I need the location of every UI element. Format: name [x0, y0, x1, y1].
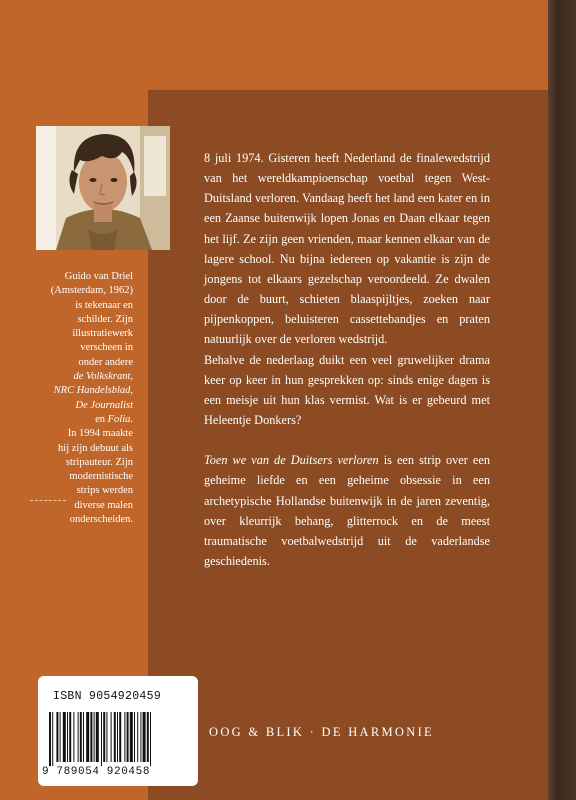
- barcode-bar: [49, 712, 51, 766]
- bio-line: hij zijn debuut als: [58, 442, 133, 454]
- barcode-bar: [90, 712, 92, 762]
- book-spine: [548, 0, 576, 800]
- bio-line: (Amsterdam, 1962): [50, 285, 133, 297]
- barcode-bar: [130, 712, 133, 762]
- bio-line: verscheen in: [80, 342, 133, 354]
- barcode-bar: [127, 712, 129, 762]
- blurb-paragraph-rest: is een strip over een geheime liefde en een geheime obsessie in een archetypische Hollandse buitenwijk in de jaren zeventig, over kleurrijk behang, glitterrock en de meest traumatische voetbalwedstrijd uit de vaderlandse geschiedenis.: [204, 453, 490, 568]
- book-title: Toen we van de Duitsers verloren: [204, 453, 379, 468]
- barcode-bar: [140, 712, 141, 762]
- barcode-bar: [106, 712, 107, 762]
- barcode-bar: [83, 712, 84, 762]
- barcode-label: [38, 676, 198, 786]
- barcode-bar: [80, 712, 82, 762]
- barcode-bar: [56, 712, 58, 762]
- blurb-paragraph: Behalve de nederlaag duikt een veel gruwelijker drama keer op keer in hun gesprekken op: sinds enige dagen is een meisje uit hun klas vermist. Wat is er gebeurd met Heleentje Donkers?: [204, 352, 490, 428]
- barcode-bar: [124, 712, 125, 762]
- barcode-bar: [96, 712, 99, 762]
- blurb-paragraph: [204, 450, 490, 571]
- bio-line: diverse malen: [74, 499, 133, 511]
- barcode-bar: [63, 712, 66, 762]
- author-portrait-icon: [36, 126, 170, 250]
- barcode-bar: [119, 712, 121, 762]
- publication-name: Folia: [107, 413, 131, 425]
- paragraph-gap: [204, 430, 490, 450]
- barcode-bar: [73, 712, 74, 762]
- barcode-bar: [67, 712, 68, 762]
- barcode-bar: [147, 712, 149, 762]
- bio-line: [22, 399, 133, 413]
- bio-line: onder andere: [78, 356, 133, 368]
- bio-line: en Folia.: [95, 413, 133, 425]
- bio-line: Guido van Driel: [64, 271, 133, 282]
- bio-line: de Volkskrant,: [73, 371, 133, 383]
- barcode-bar: [60, 712, 61, 762]
- barcode-bar: [52, 712, 53, 766]
- bio-line: is tekenaar en: [75, 299, 133, 311]
- publisher-imprint: OOG & BLIK · DE HARMONIE: [209, 725, 434, 739]
- bio-line: NRC Handelsblad,: [53, 385, 133, 397]
- barcode-bar: [94, 712, 95, 762]
- barcode-bar: [150, 712, 151, 766]
- bio-line: schilder. Zijn: [77, 313, 133, 325]
- bio-line: illustratiewerk: [72, 328, 133, 340]
- barcode-bar: [86, 712, 89, 762]
- bio-line: strips werden: [76, 485, 133, 497]
- ean13-barcode-icon: [47, 712, 195, 766]
- decorative-dash: [30, 500, 66, 502]
- barcode-bar: [78, 712, 79, 762]
- barcode-bar: [137, 712, 138, 762]
- bio-word: en: [95, 413, 105, 425]
- blurb-paragraph: 8 juli 1974. Gisteren heeft Nederland de finalewedstrijd van het wereldkampioenschap voetbal tegen West-Duitsland verloren. Vandaag heeft het land een kater en in een Zaanse buitenwijk lopen Jonas en Daan elkaar tegen het lijf. Ze zijn geen vrienden, maar kennen elkaar van de lagere school. Nu bijna iedereen op vakantie is zijn de jongens tot elkaars gezelschap veroordeeld. Ze dwalen door de buurt, schieten blaaspijltjes, zoeken naar pijpenkoppen, beluisteren cassettebandjes en praten natuurlijk over de verloren wedstrijd.: [204, 151, 490, 347]
- publication-name: NRC Handelsblad: [53, 385, 131, 397]
- publication-name: De Journalist: [75, 399, 133, 411]
- barcode-bar: [117, 712, 118, 762]
- bio-line: In 1994 maakte: [67, 428, 133, 440]
- barcode-bar: [101, 712, 102, 766]
- publication-name: de Volkskrant: [73, 371, 131, 383]
- author-bio: [22, 270, 133, 527]
- isbn-number: ISBN 9054920459: [53, 690, 162, 703]
- barcode-bar: [111, 712, 112, 762]
- author-photo: [36, 126, 170, 250]
- bio-line: stripauteur. Zijn: [65, 456, 133, 468]
- bio-line: onderscheiden.: [69, 514, 133, 526]
- barcode-bar: [69, 712, 71, 762]
- barcode-digits: 9 789054 920458: [42, 766, 151, 778]
- barcode-bar: [134, 712, 135, 762]
- barcode-bar: [103, 712, 105, 762]
- bio-line: modernistische: [69, 471, 133, 483]
- blurb-text: [204, 148, 490, 571]
- barcode-bar: [143, 712, 146, 762]
- barcode-bar: [114, 712, 116, 762]
